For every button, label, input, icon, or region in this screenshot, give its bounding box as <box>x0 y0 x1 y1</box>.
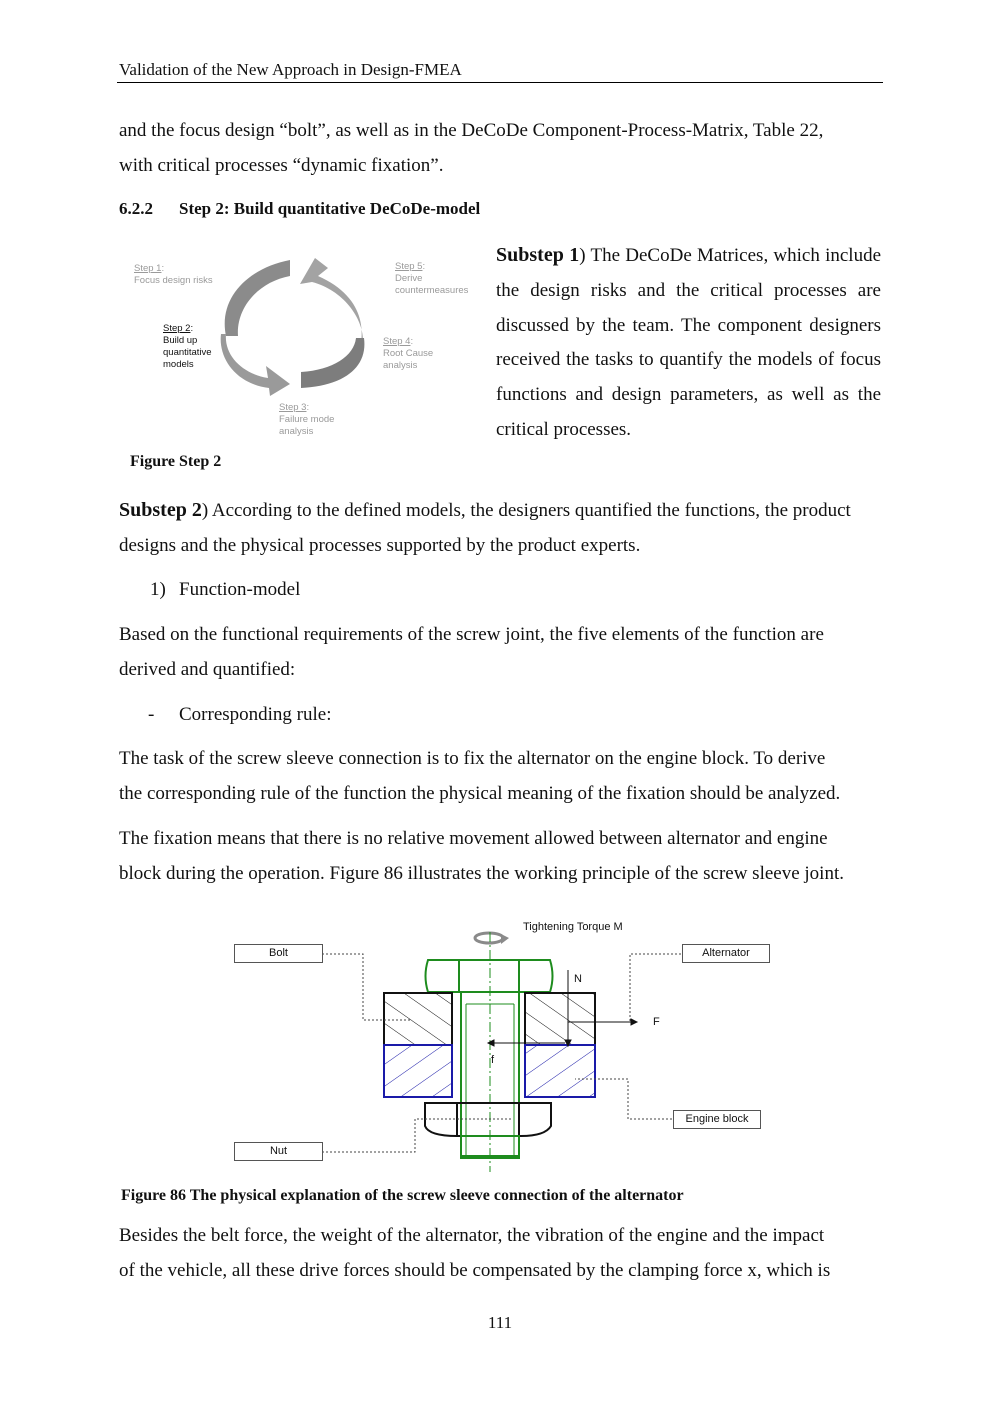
bullet-text: Corresponding rule: <box>179 704 332 725</box>
bullet-marker: - <box>148 704 155 725</box>
substep-1-paragraph <box>496 238 881 448</box>
bolt-head <box>426 960 553 992</box>
cycle-step-2: Step 2: Build up quantitative models <box>163 323 212 370</box>
torque-label: Tightening Torque M <box>523 921 623 933</box>
cycle-step-2-line3: models <box>163 359 194 370</box>
bolt-figure <box>225 912 785 1172</box>
cycle-step-5-line1: Derive <box>395 273 423 284</box>
cycle-step-3: Step 3: Failure mode analysis <box>279 402 335 437</box>
intro-line-1: and the focus design “bolt”, as well as in the DeCoDe Component-Process-Matrix, Table 22, <box>119 120 824 141</box>
fixation-line-1: The fixation means that there is no relative movement allowed between alternator and engine <box>119 828 828 849</box>
force-F-label: F <box>653 1016 660 1028</box>
cycle-figure-caption: Figure Step 2 <box>130 453 222 470</box>
alternator-block-right <box>525 993 595 1045</box>
cycle-step-5: Step 5: Derive countermeasures <box>395 261 469 296</box>
cycle-step-2-label: Step 2 <box>163 323 191 334</box>
cycle-step-1-text: Focus design risks <box>134 275 213 286</box>
rotation-arrow-icon <box>475 933 509 944</box>
cycle-step-1-label: Step 1 <box>134 263 162 274</box>
cycle-step-3-line2: analysis <box>279 426 314 437</box>
cycle-arrow-top-left <box>225 260 290 336</box>
cycle-step-3-label: Step 3 <box>279 402 307 413</box>
substep-2-text: According to the defined models, the designers quantified the functions, the product <box>208 500 851 521</box>
cycle-step-5-label: Step 5 <box>395 261 423 272</box>
functional-line-1: Based on the functional requirements of the screw joint, the five elements of the function are <box>119 624 824 645</box>
substep-2-line-2: designs and the physical processes supported by the product experts. <box>119 535 641 556</box>
cycle-step-4-line1: Root Cause <box>383 348 434 359</box>
section-title: Step 2: Build quantitative DeCoDe-model <box>179 199 481 218</box>
fixation-line-2: block during the operation. Figure 86 illustrates the working principle of the screw sleeve joint. <box>119 863 844 884</box>
section-number: 6.2.2 <box>119 199 153 218</box>
cycle-arrow-bottom-right <box>301 338 364 388</box>
list-item-text: Function-model <box>179 579 301 600</box>
substep-2-line-1 <box>119 493 881 528</box>
substep-2-paren: ) <box>201 500 209 521</box>
list-item-function-model <box>150 572 550 607</box>
substep-1-paren: ) <box>579 245 586 266</box>
alternator-label-box: Alternator <box>682 944 770 963</box>
header-rule <box>117 82 883 83</box>
functional-line-2: derived and quantified: <box>119 659 296 680</box>
alternator-block-left <box>384 993 452 1045</box>
cycle-step-4-line2: analysis <box>383 360 418 371</box>
cycle-arrow-bottom-left <box>221 334 290 396</box>
substep-2-label: Substep 2 <box>119 499 202 521</box>
substep-1-text: The DeCoDe Matrices, which include the design risks and the critical processes are discussed by the team. The component designers received the tasks to quantify the models of focus functions and design parameters, as well as the critical processes. <box>496 245 882 440</box>
friction-f-label: f <box>491 1054 495 1066</box>
normal-force-label: N <box>574 973 582 985</box>
intro-line-2: with critical processes “dynamic fixation”. <box>119 155 444 176</box>
bolt-label-box: Bolt <box>234 944 323 963</box>
cycle-step-5-line2: countermeasures <box>395 285 469 296</box>
list-item-marker: 1) <box>150 579 166 600</box>
nut <box>425 1103 551 1136</box>
bullet-corresponding-rule <box>148 697 548 732</box>
engine-block-right <box>525 1045 595 1097</box>
final-line-1: Besides the belt force, the weight of the alternator, the vibration of the engine and the impact <box>119 1225 825 1246</box>
running-header: Validation of the New Approach in Design-FMEA <box>119 60 462 79</box>
nut-label-box: Nut <box>234 1142 323 1161</box>
cycle-figure <box>118 238 488 453</box>
substep-1-label: Substep 1 <box>496 244 580 266</box>
cycle-step-4-label: Step 4 <box>383 336 411 347</box>
engine-block-left <box>384 1045 452 1097</box>
page-number: 111 <box>487 1313 513 1332</box>
cycle-step-4: Step 4: Root Cause analysis <box>383 336 434 371</box>
engine-block-label-box: Engine block <box>673 1110 761 1129</box>
task-line-1: The task of the screw sleeve connection is to fix the alternator on the engine block. To derive <box>119 748 826 769</box>
cycle-step-1: Step 1: Focus design risks <box>134 263 213 286</box>
leader-lines <box>322 954 681 1152</box>
cycle-step-2-line1: Build up <box>163 335 198 346</box>
task-line-2: the corresponding rule of the function the physical meaning of the fixation should be analyzed. <box>119 783 841 804</box>
cycle-step-3-line1: Failure mode <box>279 414 335 425</box>
cycle-step-2-line2: quantitative <box>163 347 212 358</box>
section-heading <box>119 199 480 219</box>
final-line-2: of the vehicle, all these drive forces should be compensated by the clamping force x, which is <box>119 1260 831 1281</box>
bolt-figure-caption: Figure 86 The physical explanation of the screw sleeve connection of the alternator <box>121 1187 684 1204</box>
